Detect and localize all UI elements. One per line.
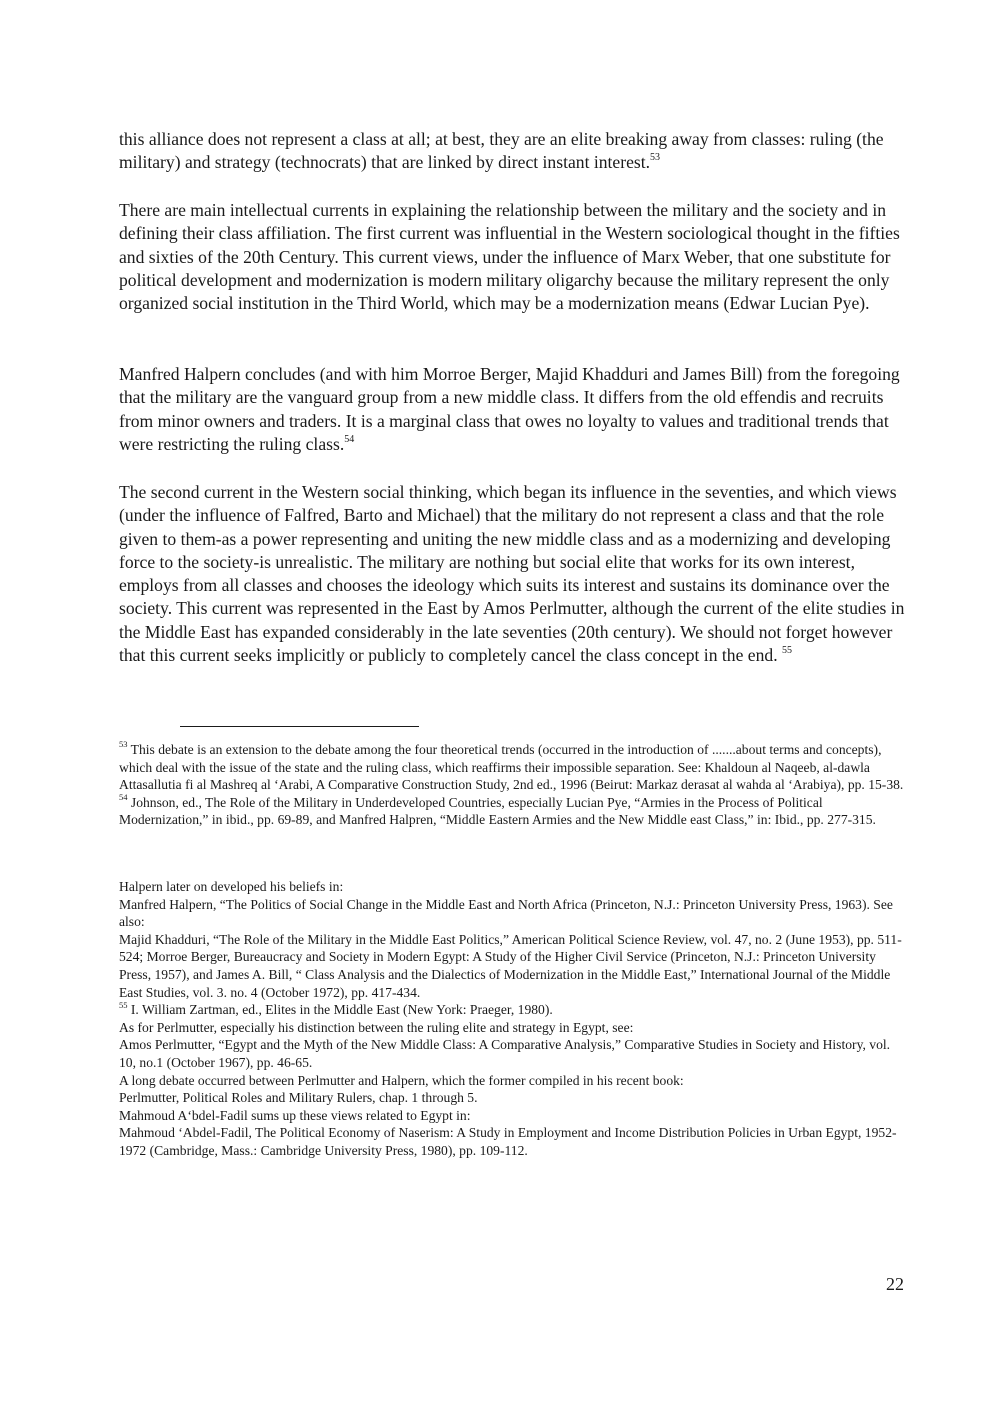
paragraph-2 <box>119 199 910 315</box>
footnote-text: Perlmutter, Political Roles and Military Rulers, chap. 1 through 5. <box>119 1090 478 1106</box>
paragraph-4 <box>119 481 910 667</box>
footnote-text: Majid Khadduri, “The Role of the Military in the Middle East Politics,” American Political Science Review, vol. 47, no. 2 (June 1953), pp. 511-524; Morroe Berger, Bureaucracy and Society in Modern Egypt: A Study of the Higher Civil Service (Princeton, N.J.: Princeton University Press, 1957), and James A. Bill, “ Class Analysis and the Dialectics of Modernization in the Middle East,” International Journal of the Middle East Studies, vol. 3. no. 4 (October 1972), pp. 417-434. <box>119 931 902 1000</box>
paragraph-text: Manfred Halpern concludes (and with him Morroe Berger, Majid Khadduri and James Bill) from the foregoing that the military are the vanguard group from a new middle class. It differs from the old effendis and recruits from minor owners and traders. It is a marginal class that owes no loyalty to values and traditional trends that were restricting the ruling class. <box>119 364 900 454</box>
footnote-text: I. William Zartman, ed., Elites in the Middle East (New York: Praeger, 1980). <box>130 1002 553 1018</box>
footnote-marker: 53 <box>119 739 128 750</box>
paragraph-1 <box>119 128 910 175</box>
page-number: 22 <box>886 1274 904 1294</box>
footnote-separator <box>180 726 419 727</box>
footnote-marker: 55 <box>119 999 128 1010</box>
footnote-line <box>119 1089 910 1107</box>
footnote-line <box>119 931 910 1001</box>
paragraph-text: this alliance does not represent a class at all; at best, they are an elite breaking away from classes: ruling (the military) and strategy (technocrats) that are linked by direct instant interest. <box>119 129 884 173</box>
footnote-line <box>119 878 910 896</box>
paragraph-3 <box>119 363 910 456</box>
footnote-marker: 54 <box>119 792 128 803</box>
footnote-text: Manfred Halpern, “The Politics of Social Change in the Middle East and North Africa (Princeton, N.J.: Princeton University Press, 1963). See also: <box>119 896 893 930</box>
footnote-line <box>119 1072 910 1090</box>
footnote-text: This debate is an extension to the debate among the four theoretical trends (occurred in the introduction of .......about terms and concepts), which deal with the issue of the state and the ruling class, which reaffirms their impossible separation. See: Khaldoun al Naqeeb, al-dawla Attasallutia fi al Mashreq al ‘Arabi, A Comparative Construction Study, 2nd ed., 1996 (Beirut: Markaz derasat al wahda al ‘Arabiya), pp. 15-38. <box>119 742 904 793</box>
footnotes-top <box>119 741 910 829</box>
footnote-text: Mahmoud A‘bdel-Fadil sums up these views related to Egypt in: <box>119 1107 471 1123</box>
footnote-text: Johnson, ed., The Role of the Military in Underdeveloped Countries, especially Lucian Pye, “Armies in the Process of Political Modernization,” in ibid., pp. 69-89, and Manfred Halpren, “Middle Eastern Armies and the New Middle east Class,” in: Ibid., pp. 277-315. <box>119 794 876 828</box>
footnote-ref-55[interactable]: 55 <box>782 645 792 657</box>
footnote-text: Halpern later on developed his beliefs in: <box>119 879 344 894</box>
paragraph-text: There are main intellectual currents in explaining the relationship between the military and the society and in defining their class affiliation. The first current was influential in the Western sociological thought in the fifties and sixties of the 20th Century. This current views, under the influence of Marx Weber, that one substitute for political development and modernization is modern military oligarchy because the military represent the only organized social institution in the Third World, which may be a modernization means (Edwar Lucian Pye). <box>119 200 900 314</box>
footnotes-bottom <box>119 878 910 1160</box>
footnote-line <box>119 896 910 931</box>
footnote-text: As for Perlmutter, especially his distinction between the ruling elite and strategy in Egypt, see: <box>119 1019 634 1035</box>
footnote-ref-54[interactable]: 54 <box>344 434 355 446</box>
paragraph-text: The second current in the Western social thinking, which began its influence in the seventies, and which views (under the influence of Falfred, Barto and Michael) that the military do not represent a class and that the role given to them-as a power representing and uniting the new middle class and as a modernizing and developing force to the society-is unrealistic. The military are nothing but social elite that works for its own interest, employs from all classes and chooses the ideology which suits its interest and sustains its dominance over the society. This current was represented in the East by Amos Perlmutter, although the current of the elite studies in the Middle East has expanded considerably in the late seventies (20th century). We should not forget however that this current seeks implicitly or publicly to completely cancel the class concept in the end. <box>119 482 905 666</box>
footnote-55 <box>119 1001 910 1019</box>
footnote-53 <box>119 741 910 794</box>
footnote-line <box>119 1124 910 1159</box>
footnote-54 <box>119 794 910 829</box>
footnote-line <box>119 1107 910 1125</box>
footnote-text: Amos Perlmutter, “Egypt and the Myth of the New Middle Class: A Comparative Analysis,” Comparative Studies in Society and History, vol. 10, no.1 (October 1967), pp. 46-65. <box>119 1037 891 1070</box>
footnote-text: A long debate occurred between Perlmutter and Halpern, which the former compiled in his recent book: <box>119 1072 684 1088</box>
footnote-text: Mahmoud ‘Abdel-Fadil, The Political Economy of Naserism: A Study in Employment and Income Distribution Policies in Urban Egypt, 1952-1972 (Cambridge, Mass.: Cambridge University Press, 1980), pp. 109-112. <box>119 1125 897 1158</box>
footnote-line <box>119 1036 910 1071</box>
footnote-line <box>119 1019 910 1037</box>
footnote-ref-53[interactable]: 53 <box>650 152 661 164</box>
